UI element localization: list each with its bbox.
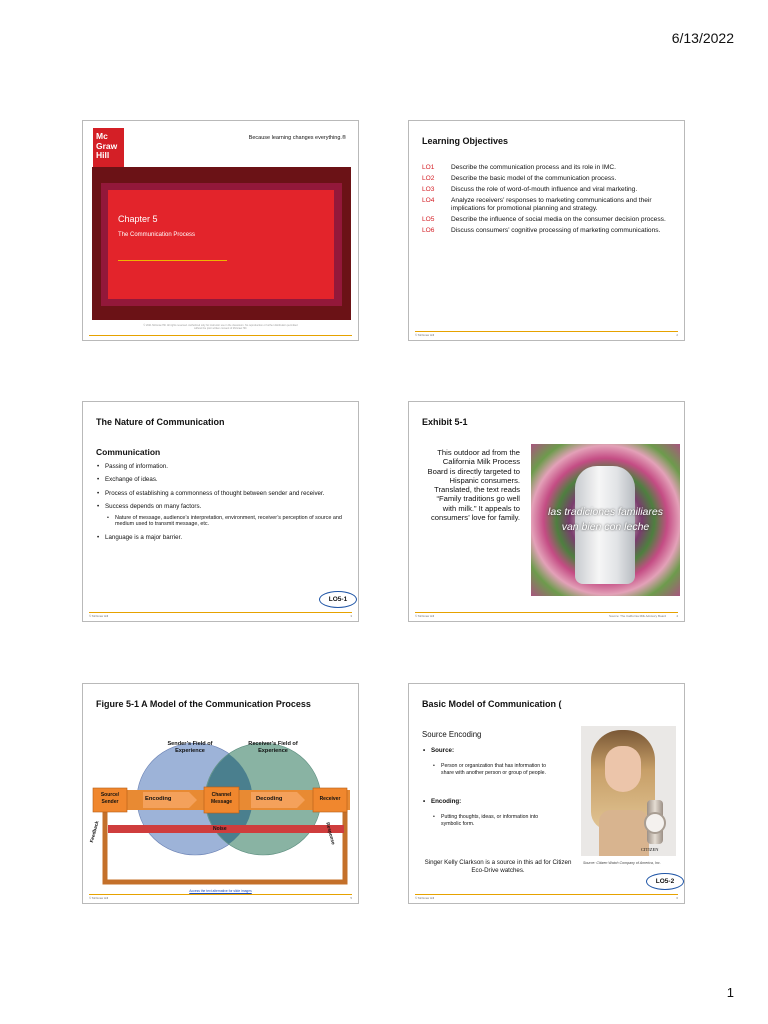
slide-basic-model[interactable] bbox=[408, 683, 685, 904]
milk-ad-image bbox=[531, 444, 680, 596]
footer-rule bbox=[89, 335, 352, 336]
lo-badge: LO5-1 bbox=[319, 591, 357, 608]
receiver-label: Receiver bbox=[319, 796, 341, 802]
sender-field-label: Sender’s Field of Experience bbox=[167, 741, 213, 754]
slide-footer: © McGraw Hill Source: The California Milk Advisory Board 4 bbox=[415, 614, 678, 618]
objectives-list bbox=[422, 164, 677, 238]
slide-title: Figure 5-1 A Model of the Communication Process bbox=[96, 699, 311, 709]
text-alternative-link[interactable]: Access the text alternative for slide images bbox=[189, 889, 252, 893]
title-frame bbox=[101, 183, 342, 306]
slide-communication-model[interactable] bbox=[82, 683, 359, 904]
portrait-face bbox=[605, 746, 641, 792]
ad-text-line1: las tradiciones familiares bbox=[548, 506, 663, 518]
exhibit-description: This outdoor ad from the California Milk Process Board is directly targeted to Hispanic consumers. Translated, the text reads “Family traditions go well with milk.” It appeals to consumers’ love for family. bbox=[427, 448, 520, 523]
objective-row: LO1 Describe the communication process and its role in IMC. bbox=[422, 164, 616, 171]
page-date: 6/13/2022 bbox=[671, 30, 734, 46]
objective-row: LO6 Discuss consumers’ cognitive processing of marketing communications. bbox=[422, 227, 661, 234]
section-subtitle: Source Encoding bbox=[422, 730, 482, 739]
slide-title[interactable] bbox=[82, 120, 359, 341]
title-underline bbox=[118, 260, 227, 261]
objective-row: LO2 Describe the basic model of the communication process. bbox=[422, 175, 617, 182]
list-item: • Passing of information. bbox=[96, 463, 348, 470]
ad-text-line2: van bien con leche bbox=[561, 521, 650, 533]
lo-badge: LO5-2 bbox=[646, 873, 684, 890]
list-item: • Success depends on many factors. bbox=[96, 503, 348, 510]
bullet-list bbox=[96, 463, 348, 541]
image-source: Source: The California Milk Advisory Board bbox=[609, 614, 666, 618]
slide-footer: © McGraw Hill 2 bbox=[415, 333, 678, 337]
image-source: Source: Citizen Watch Company of America, Inc. bbox=[583, 861, 661, 865]
section-heading: Communication bbox=[96, 447, 161, 457]
slide-title: Basic Model of Communication ( bbox=[422, 699, 562, 709]
sub-bullet-source: • Person or organization that has information to share with another person or group of people. bbox=[432, 763, 552, 776]
list-item: • Exchange of ideas. bbox=[96, 476, 348, 483]
bullet-source: • Source: bbox=[422, 747, 454, 754]
receiver-field-label: Receiver’s Field of Experience bbox=[248, 741, 298, 754]
tagline: Because learning changes everything.® bbox=[248, 135, 346, 141]
noise-label: Noise bbox=[213, 826, 227, 832]
title-panel bbox=[108, 190, 334, 299]
list-item: • Language is a major barrier. bbox=[96, 534, 348, 541]
decoding-label: Decoding bbox=[256, 796, 283, 802]
page-number: 1 bbox=[726, 985, 734, 1000]
slide-exhibit-5-1[interactable] bbox=[408, 401, 685, 622]
slide-learning-objectives[interactable] bbox=[408, 120, 685, 341]
list-item: • Process of establishing a commonness of thought between sender and receiver. bbox=[96, 490, 348, 497]
objective-row: LO5 Describe the influence of social media on the consumer decision process. bbox=[422, 216, 666, 223]
copyright-notice: © 2021 McGraw Hill. All rights reserved. Authorized only for instructor use in the classroom. No reproduction or further distribution permitted without the prior written consent of McGraw Hill. bbox=[143, 324, 298, 330]
ad-caption: Singer Kelly Clarkson is a source in this ad for Citizen Eco-Drive watches. bbox=[424, 859, 572, 874]
slide-footer: © McGraw Hill 6 bbox=[415, 896, 678, 900]
title-banner bbox=[92, 167, 351, 320]
slide-title: Learning Objectives bbox=[422, 136, 509, 146]
chapter-subtitle: The Communication Process bbox=[118, 232, 196, 238]
slide-nature-of-communication[interactable] bbox=[82, 401, 359, 622]
citizen-ad-image bbox=[581, 726, 676, 856]
encoding-label: Encoding bbox=[145, 796, 172, 802]
sub-bullet-encoding: • Putting thoughts, ideas, or information into symbolic form. bbox=[432, 814, 542, 827]
bullet-encoding: • Encoding: bbox=[422, 798, 461, 805]
response-label: Response bbox=[324, 822, 335, 846]
source-label: Source/ Sender bbox=[100, 792, 120, 805]
slide-title: Exhibit 5-1 bbox=[422, 417, 468, 427]
citizen-brand: CITIZEN bbox=[641, 847, 659, 852]
feedback-label: Feedback bbox=[90, 820, 101, 844]
objective-row: LO3 Discuss the role of word-of-mouth influence and viral marketing. bbox=[422, 186, 638, 193]
mcgraw-hill-logo: Mc Graw Hill bbox=[93, 128, 124, 168]
slide-title: The Nature of Communication bbox=[96, 417, 225, 427]
channel-label: Channel Message bbox=[210, 792, 233, 805]
chapter-label: Chapter 5 bbox=[118, 214, 158, 224]
watch-image bbox=[647, 800, 663, 844]
objective-row: LO4 Analyze receivers’ responses to marketing communications and their implications for promotional planning and strategy. bbox=[422, 197, 652, 212]
slide-footer: © McGraw Hill 3 bbox=[89, 614, 352, 618]
sub-list-item: • Nature of message, audience’s interpretation, environment, receiver’s perception of source and medium used to transmit message, etc. bbox=[106, 515, 348, 528]
slide-footer: © McGraw Hill 5 bbox=[89, 896, 352, 900]
